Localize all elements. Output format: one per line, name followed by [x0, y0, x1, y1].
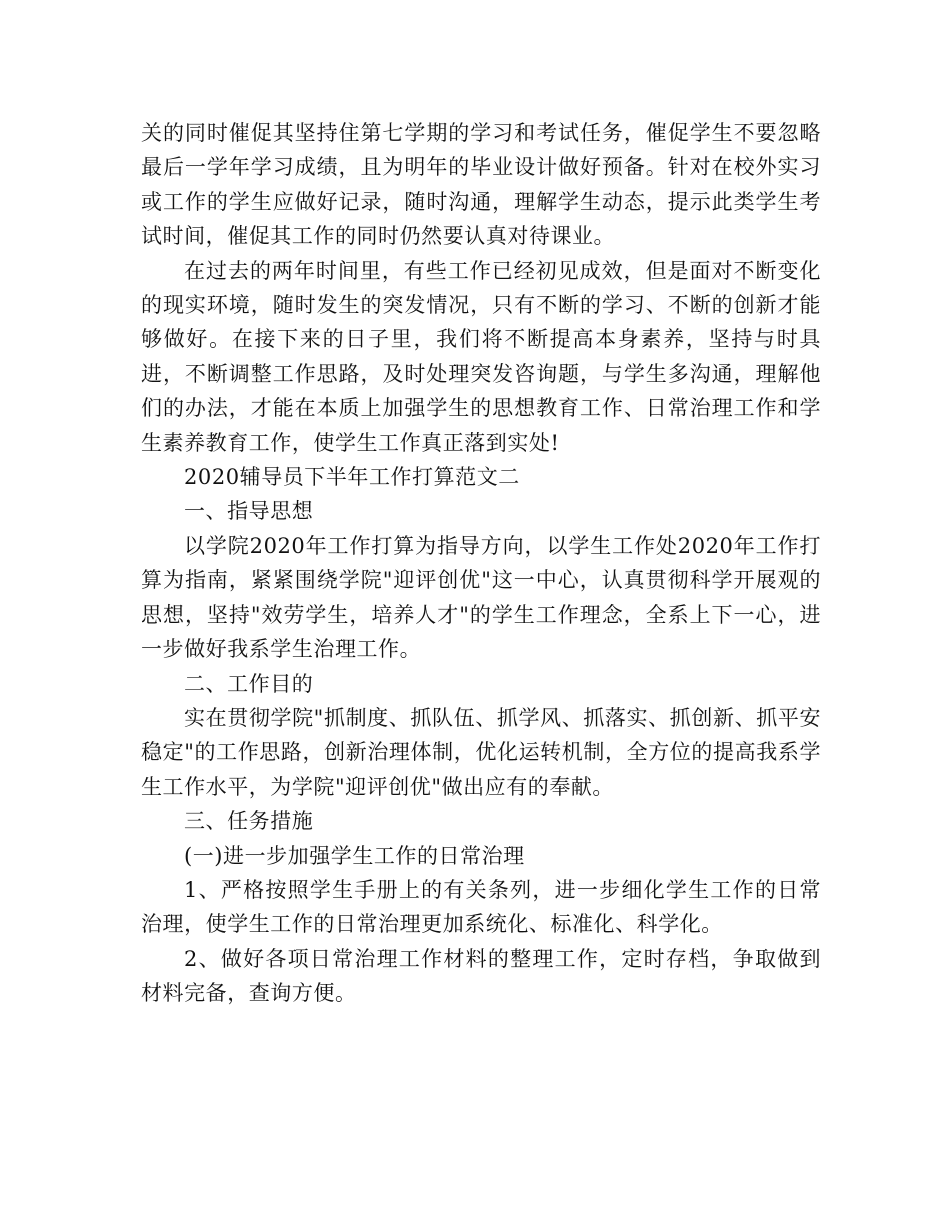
paragraph-guiding-thought: 以学院2020年工作打算为指导方向，以学生工作处2020年工作打算为指南，紧紧围绕学院"迎评创优"这一中心，认真贯彻科学开展观的思想，坚持"效劳学生，培养人才"的学生工作理念，全系上下一心，进一步做好我系学生治理工作。	[141, 533, 821, 662]
subsection-heading-daily-management: (一)进一步加强学生工作的日常治理	[184, 843, 525, 868]
document-heading: 2020辅导员下半年工作打算范文二	[184, 465, 520, 490]
paragraph-work-goal: 实在贯彻学院"抓制度、抓队伍、抓学风、抓落实、抓创新、抓平安稳定"的工作思路，创新治理体制，优化运转机制，全方位的提高我系学生工作水平，为学院"迎评创优"做出应有的奉献。	[141, 705, 821, 799]
section-heading-measures: 三、任务措施	[184, 809, 314, 834]
paragraph-summary: 在过去的两年时间里，有些工作已经初见成效，但是面对不断变化的现实环境，随时发生的突发情况，只有不断的学习、不断的创新才能够做好。在接下来的日子里，我们将不断提高本身素养，坚持与时具进，不断调整工作思路，及时处理突发咨询题，与学生多沟通，理解他们的办法，才能在本质上加强学生的思想教育工作、日常治理工作和学生素养教育工作，使学生工作真正落到实处!	[141, 258, 821, 455]
section-heading-guiding-thought: 一、指导思想	[184, 499, 314, 524]
paragraph-continuation: 关的同时催促其坚持住第七学期的学习和考试任务，催促学生不要忽略最后一学年学习成绩，且为明年的毕业设计做好预备。针对在校外实习或工作的学生应做好记录，随时沟通，理解学生动态，提示此类学生考试时间，催促其工作的同时仍然要认真对待课业。	[141, 121, 821, 249]
list-item-2: 2、做好各项日常治理工作材料的整理工作，定时存档，争取做到材料完备，查询方便。	[141, 946, 821, 1006]
document-body	[141, 116, 821, 1011]
section-heading-work-goal: 二、工作目的	[184, 671, 314, 696]
list-item-1: 1、严格按照学生手册上的有关条列，进一步细化学生工作的日常治理，使学生工作的日常治理更加系统化、标准化、科学化。	[141, 877, 821, 937]
